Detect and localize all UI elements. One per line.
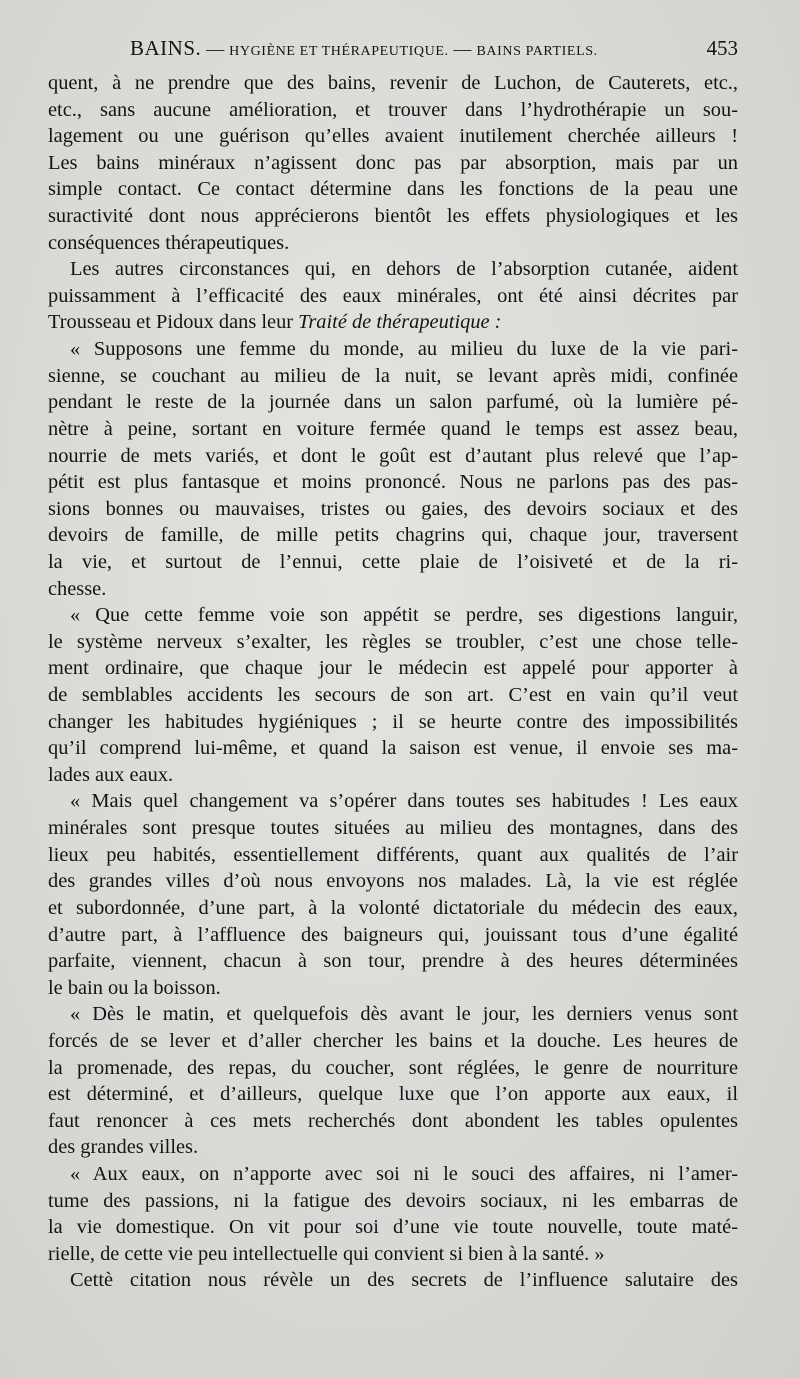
text-line: des grandes villes d’où nous envoyons nos malades. Là, la vie est réglée: [48, 870, 738, 893]
text-line: quent, à ne prendre que des bains, revenir de Luchon, de Cauterets, etc.,: [48, 72, 738, 94]
text-line: est déterminé, et d’ailleurs, quelque luxe que l’on apporte aux eaux, il: [48, 1083, 738, 1106]
running-head-separator: —: [201, 39, 230, 59]
text-line: forcés de se lever et d’aller chercher les bains et la douche. Les heures de: [48, 1029, 738, 1052]
text-line: la vie, et surtout de l’ennui, cette plaie de l’oisiveté et de la ri-: [48, 550, 738, 573]
book-title: Traité de thérapeutique :: [298, 311, 502, 334]
text-line: pendant le reste de la journée dans un salon parfumé, où la lumière pé-: [48, 391, 738, 414]
text-line: « Que cette femme voie son appétit se perdre, ses digestions languir,: [70, 604, 738, 627]
text-line: conséquences thérapeutiques.: [48, 231, 290, 254]
running-head-section: HYGIÈNE ET THÉRAPEUTIQUE.: [229, 44, 449, 59]
text-line: devoirs de famille, de mille petits chagrins qui, chaque jour, traversent: [48, 524, 738, 547]
text-line: Cettè citation nous révèle un des secrets de l’influence salutaire des: [70, 1269, 738, 1292]
page-header: [48, 30, 738, 66]
text-line: simple contact. Ce contact détermine dans les fonctions de la peau une: [48, 178, 738, 201]
text-line: de semblables accidents les secours de son art. C’est en vain qu’il veut: [48, 684, 738, 707]
text-line: etc., sans aucune amélioration, et trouver dans l’hydrothérapie un sou-: [48, 98, 738, 121]
text-line: d’autre part, à l’affluence des baigneurs qui, jouissant tous d’une égalité: [48, 923, 738, 946]
page-number: 453: [706, 36, 738, 60]
running-head-main: BAINS.: [130, 36, 202, 60]
text-line: puissamment à l’efficacité des eaux minérales, ont été ainsi décrites par: [48, 284, 738, 307]
text-line: le système nerveux s’exalter, les règles se troubler, c’est une chose telle-: [48, 630, 738, 653]
text-line: lagement ou une guérison qu’elles avaient inutilement cherchée ailleurs !: [48, 125, 738, 148]
text-line: ment ordinaire, que chaque jour le médecin est appelé pour apporter à: [48, 657, 738, 680]
text-line: Les bains minéraux n’agissent donc pas par absorption, mais par un: [48, 151, 738, 174]
text-line: la vie domestique. On vit pour soi d’une vie toute nouvelle, toute maté-: [48, 1216, 738, 1239]
text-line: sienne, se couchant au milieu de la nuit, se levant après midi, confinée: [48, 364, 738, 387]
text-line: tume des passions, ni la fatigue des devoirs sociaux, ni les embarras de: [48, 1189, 738, 1212]
text-line: lades aux eaux.: [48, 763, 174, 786]
text-line: nourrie de mets variés, et dont le goût est d’autant plus relevé que l’ap-: [48, 444, 738, 467]
text-line: qu’il comprend lui-même, et quand la saison est venue, il envoie ses ma-: [48, 737, 738, 760]
running-head-separator: —: [448, 39, 477, 59]
text-line: « Mais quel changement va s’opérer dans toutes ses habitudes ! Les eaux: [70, 790, 738, 813]
text-line: minérales sont presque toutes situées au milieu des montagnes, dans des: [48, 817, 738, 840]
text-line: le bain ou la boisson.: [48, 976, 221, 999]
text-line: rielle, de cette vie peu intellectuelle qui convient si bien à la santé. »: [48, 1242, 605, 1265]
body-text: [48, 70, 738, 1294]
text-line-with-title: [48, 309, 738, 336]
text-line: sions bonnes ou mauvaises, tristes ou gaies, des devoirs sociaux et des: [48, 497, 738, 520]
text-line: pétit est plus fantasque et moins prononcé. Nous ne parlons pas des pas-: [48, 471, 738, 494]
text-line: nètre à peine, sortant en voiture fermée quand le temps est assez beau,: [48, 417, 738, 440]
text-line: changer les habitudes hygiéniques ; il se heurte contre des impossibilités: [48, 710, 738, 733]
text-line: « Supposons une femme du monde, au milieu du luxe de la vie pari-: [70, 338, 738, 361]
text-line: parfaite, viennent, chacun à son tour, prendre à des heures déterminées: [48, 950, 738, 973]
text-line: des grandes villes.: [48, 1136, 199, 1159]
text-line: lieux peu habités, essentiellement différents, quant aux qualités de l’air: [48, 843, 738, 866]
text-line: Les autres circonstances qui, en dehors de l’absorption cutanée, aident: [70, 258, 738, 281]
running-head: [130, 30, 598, 70]
text-line: la promenade, des repas, du coucher, sont réglées, le genre de nourriture: [48, 1056, 738, 1079]
text-line: faut renoncer à ces mets recherchés dont abondent les tables opulentes: [48, 1109, 738, 1132]
text-line: suractivité dont nous apprécierons bientôt les effets physiologiques et les: [48, 205, 738, 228]
text-line: chesse.: [48, 577, 107, 600]
text-line: et subordonnée, d’une part, à la volonté dictatoriale du médecin des eaux,: [48, 896, 738, 919]
text-fragment: Trousseau et Pidoux dans leur: [48, 311, 299, 334]
text-line: « Aux eaux, on n’apporte avec soi ni le souci des affaires, ni l’amer-: [70, 1162, 738, 1185]
running-head-subsection: BAINS PARTIELS.: [476, 44, 598, 59]
text-line: « Dès le matin, et quelquefois dès avant le jour, les derniers venus sont: [70, 1003, 738, 1026]
